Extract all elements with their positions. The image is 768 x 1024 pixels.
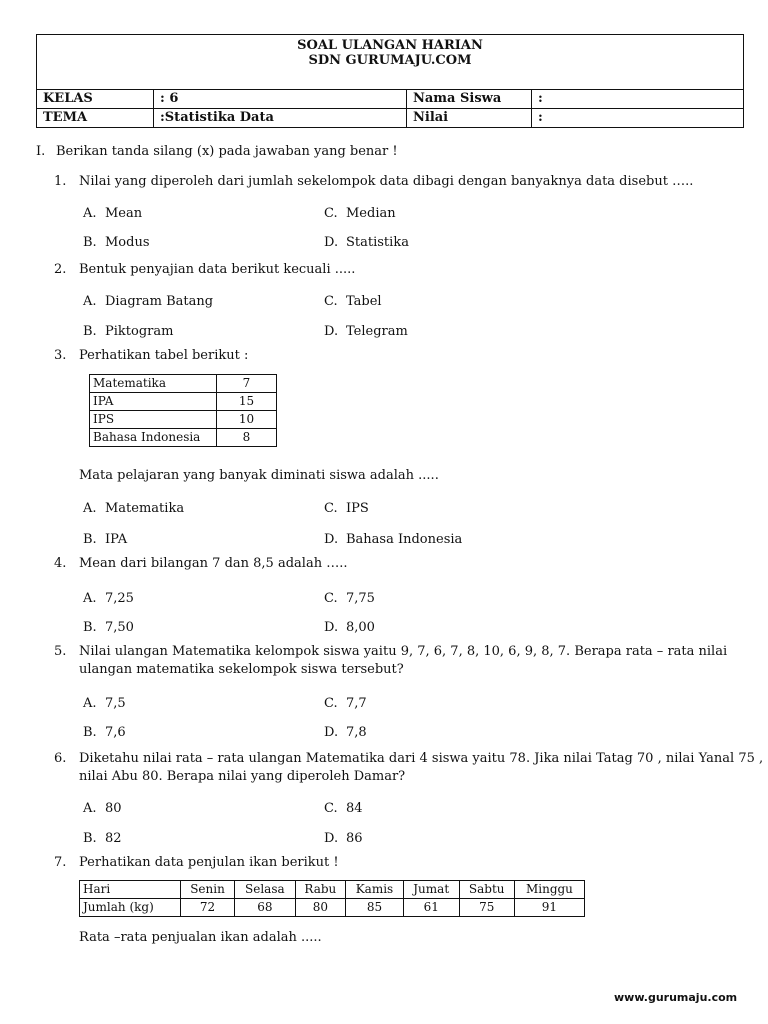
table-row: Bahasa Indonesia 8 [90,429,277,447]
option-c[interactable]: C. 7,75 [324,591,375,606]
option-d[interactable]: D. Statistika [324,235,409,250]
option-d[interactable]: D. 7,8 [324,725,367,740]
question-text-line-2: nilai Abu 80. Berapa nilai yang diperoleh Damar? [79,769,406,784]
option-a[interactable]: A. 7,5 [83,696,126,711]
table-row: Jumlah (kg) 72 68 80 85 61 75 91 [80,899,585,917]
footer-url: www.gurumaju.com [614,991,738,1004]
question-text-line-2: ulangan matematika sekelompok siswa tersebut? [79,662,404,677]
option-b[interactable]: B. 7,50 [83,620,134,635]
nama-label: Nama Siswa [407,90,532,109]
section-instruction: Berikan tanda silang (x) pada jawaban yang benar ! [56,144,398,159]
option-c[interactable]: C. Tabel [324,294,382,309]
question-number: 3. [54,348,67,363]
table-row: IPA 15 [90,393,277,411]
title-line-2: SDN GURUMAJU.COM [308,53,472,68]
option-b[interactable]: B. IPA [83,532,128,547]
fish-sales-table [79,880,585,917]
option-c[interactable]: C. IPS [324,501,369,516]
nama-value: : [532,90,744,109]
option-b[interactable]: B. Modus [83,235,150,250]
option-a[interactable]: A. 80 [83,801,122,816]
option-d[interactable]: D. 8,00 [324,620,375,635]
header-table [36,34,744,128]
question-number: 5. [54,644,67,659]
option-a[interactable]: A. Diagram Batang [83,294,214,309]
option-a[interactable]: A. 7,25 [83,591,134,606]
question-number: 6. [54,751,67,766]
option-c[interactable]: C. 84 [324,801,363,816]
section-number: I. [36,144,46,159]
question-text: Bentuk penyajian data berikut kecuali ..... [79,262,356,277]
question-text: Nilai yang diperoleh dari jumlah sekelompok data dibagi dengan banyaknya data disebut ….. [79,174,694,189]
option-b[interactable]: B. 82 [83,831,122,846]
option-d[interactable]: D. Bahasa Indonesia [324,532,463,547]
question-number: 7. [54,855,67,870]
option-c[interactable]: C. 7,7 [324,696,367,711]
title-line-1: SOAL ULANGAN HARIAN [297,38,483,53]
question-text-line-1: Diketahu nilai rata – rata ulangan Matematika dari 4 siswa yaitu 78. Jika nilai Tatag 70 , nilai Yanal 75 , [79,751,764,766]
question-text: Perhatikan tabel berikut : [79,348,249,363]
question-number: 1. [54,174,67,189]
option-d[interactable]: D. 86 [324,831,363,846]
option-d[interactable]: D. Telegram [324,324,408,339]
tema-label: TEMA [37,109,154,128]
option-c[interactable]: C. Median [324,206,396,221]
nilai-value: : [532,109,744,128]
question-number: 4. [54,556,67,571]
option-b[interactable]: B. Piktogram [83,324,174,339]
question-text-line-1: Nilai ulangan Matematika kelompok siswa yaitu 9, 7, 6, 7, 8, 10, 6, 9, 8, 7. Berapa rata – rata nilai [79,644,728,659]
table-row: Matematika 7 [90,375,277,393]
nilai-label: Nilai [407,109,532,128]
option-b[interactable]: B. 7,6 [83,725,126,740]
option-a[interactable]: A. Mean [83,206,143,221]
table-row: IPS 10 [90,411,277,429]
kelas-value: : 6 [154,90,407,109]
option-a[interactable]: A. Matematika [83,501,185,516]
tema-value: :Statistika Data [154,109,407,128]
question-text: Perhatikan data penjulan ikan berikut ! [79,855,339,870]
kelas-label: KELAS [37,90,154,109]
subject-table [89,374,277,447]
question-followup: Mata pelajaran yang banyak diminati siswa adalah ..... [79,468,439,483]
title-cell [37,35,744,90]
question-text: Mean dari bilangan 7 dan 8,5 adalah ….. [79,556,348,571]
question-followup: Rata –rata penjualan ikan adalah ..... [79,930,322,945]
table-header-row: Hari Senin Selasa Rabu Kamis Jumat Sabtu Minggu [80,881,585,899]
question-number: 2. [54,262,67,277]
